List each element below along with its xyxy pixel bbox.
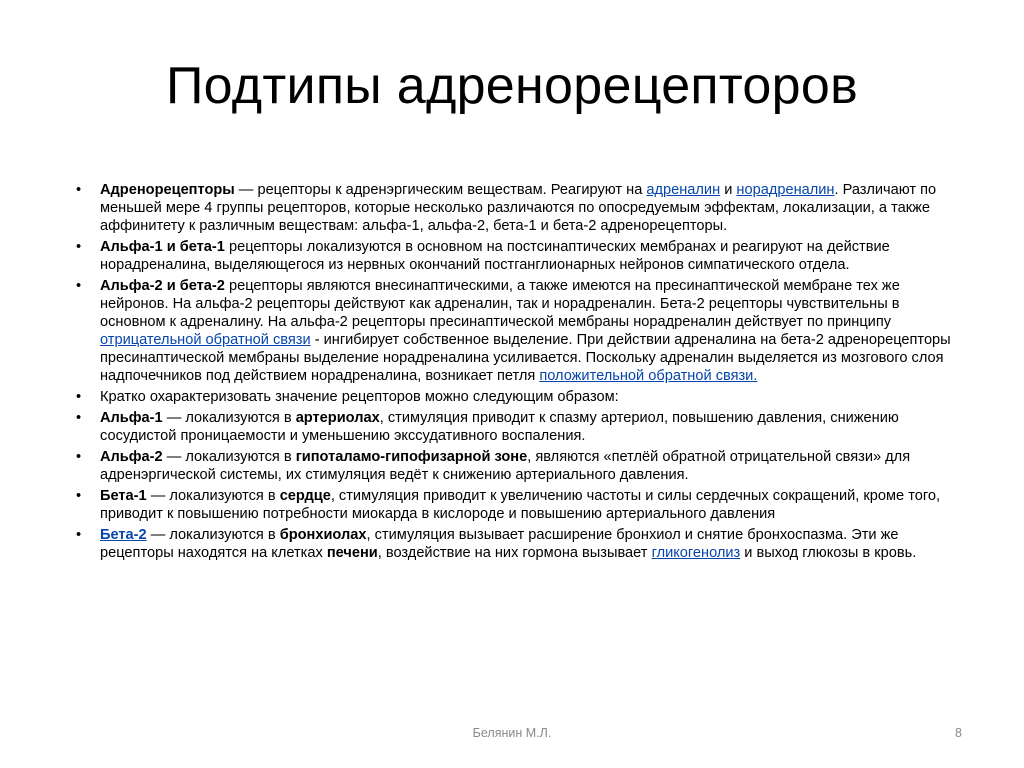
bullet-item-beta1	[76, 487, 968, 523]
bullet-icon: •	[76, 278, 82, 294]
term-heart: сердце	[279, 488, 331, 504]
link-noradrenaline[interactable]: норадреналин	[736, 182, 835, 198]
bullet-item-alpha2	[76, 448, 968, 484]
slide-title: Подтипы адренорецепторов	[165, 57, 858, 115]
bullet-text: . Различают по меньшей мере 4 группы рецепторов, которые несколько различаются по опосредуемым эффектам, локализации, а также аффинитету к различным веществам: альфа-1, альфа-2, бета-1 и бета-2 адренорецепторы.	[100, 182, 937, 234]
bullet-text: и	[720, 182, 737, 198]
bullet-text: , являются «петлёй обратной отрицательной связи» для адренэргической системы, их стимуляция ведёт к снижению артериального давления.	[100, 449, 911, 483]
term-beta2: Бета-2	[100, 527, 147, 543]
term-alpha1: Альфа-1	[100, 410, 163, 426]
bullet-icon: •	[76, 410, 82, 426]
bullet-text: Кратко охарактеризовать значение рецепторов можно следующим образом:	[100, 389, 619, 405]
bullet-text: — локализуются в	[162, 410, 296, 426]
bullet-item-summary	[76, 388, 968, 406]
bullet-text: , стимуляция вызывает расширение бронхиол и снятие бронхоспазма. Эти же рецепторы находятся на клетках	[100, 527, 899, 561]
link-negative-feedback[interactable]: отрицательной обратной связи	[100, 332, 311, 348]
bullet-text: рецепторы локализуются в основном на постсинаптических мембранах и реагируют на действие норадреналина, выделяющегося из нервных окончаний постганглионарных нейронов симпатического отдела.	[100, 239, 890, 273]
bullet-list	[76, 181, 968, 562]
term-bronchioles: бронхиолах	[279, 527, 367, 543]
bullet-item-alpha2-beta2	[76, 277, 968, 385]
link-glycogenolysis[interactable]: гликогенолиз	[651, 545, 741, 561]
bullet-icon: •	[76, 527, 82, 543]
term-beta1: Бета-1	[100, 488, 147, 504]
footer-author: Белянин М.Л.	[472, 726, 552, 740]
bullet-text: — рецепторы к адренэргическим веществам. Реагируют на	[234, 182, 647, 198]
bullet-item-adrenoreceptors	[76, 181, 968, 235]
slide-content	[76, 181, 968, 565]
link-positive-feedback[interactable]: положительной обратной связи.	[539, 368, 758, 384]
bullet-text: , стимуляция приводит к увеличению частоты и силы сердечных сокращений, кроме того, приводит к повышению потребности миокарда в кислороде и повышению артериального давления	[100, 488, 941, 522]
bullet-icon: •	[76, 182, 82, 198]
bullet-item-beta2	[76, 526, 968, 562]
term-alpha2: Альфа-2	[100, 449, 163, 465]
bullet-item-alpha1-beta1	[76, 238, 968, 274]
bullet-icon: •	[76, 239, 82, 255]
term-alpha1-beta1: Альфа-1 и бета-1	[100, 239, 225, 255]
link-beta2[interactable]	[100, 527, 147, 543]
bullet-item-alpha1	[76, 409, 968, 445]
link-adrenaline[interactable]: адреналин	[646, 182, 721, 198]
bullet-text: — локализуются в	[146, 527, 280, 543]
term-hypothalamic-pituitary-zone: гипоталамо-гипофизарной зоне	[295, 449, 528, 465]
bullet-text: и выход глюкозы в кровь.	[740, 545, 917, 561]
footer-page-number: 8	[955, 726, 962, 740]
term-alpha2-beta2: Альфа-2 и бета-2	[100, 278, 225, 294]
term-adrenoreceptors: Адренорецепторы	[100, 182, 235, 198]
bullet-icon: •	[76, 389, 82, 405]
bullet-text: - ингибирует собственное выделение. При действии адреналина на бета-2 адренорецепторы пресинаптической мембраны выделение норадреналина усиливается. Поскольку адреналин выделяется из мозгового слоя надпочечников под действием норадреналина, возникает петля	[100, 332, 951, 384]
term-liver: печени	[326, 545, 378, 561]
bullet-text: — локализуются в	[162, 449, 296, 465]
bullet-text: рецепторы являются внесинаптическими, а также имеются на пресинаптической мембране тех же нейронов. На альфа-2 рецепторы действуют как адреналин, так и норадреналин. Бета-2 рецепторы чувствительны в основном к адреналину. На альфа-2 рецепторы пресинаптической мембраны норадреналин действует по принципу	[100, 278, 900, 330]
bullet-icon: •	[76, 488, 82, 504]
bullet-icon: •	[76, 449, 82, 465]
bullet-text: — локализуются в	[146, 488, 280, 504]
bullet-text: , воздействие на них гормона вызывает	[377, 545, 652, 561]
bullet-text: , стимуляция приводит к спазму артериол, повышению давления, снижению сосудистой проницаемости и уменьшению экссудативного воспаления.	[100, 410, 899, 444]
term-arterioles: артериолах	[295, 410, 380, 426]
